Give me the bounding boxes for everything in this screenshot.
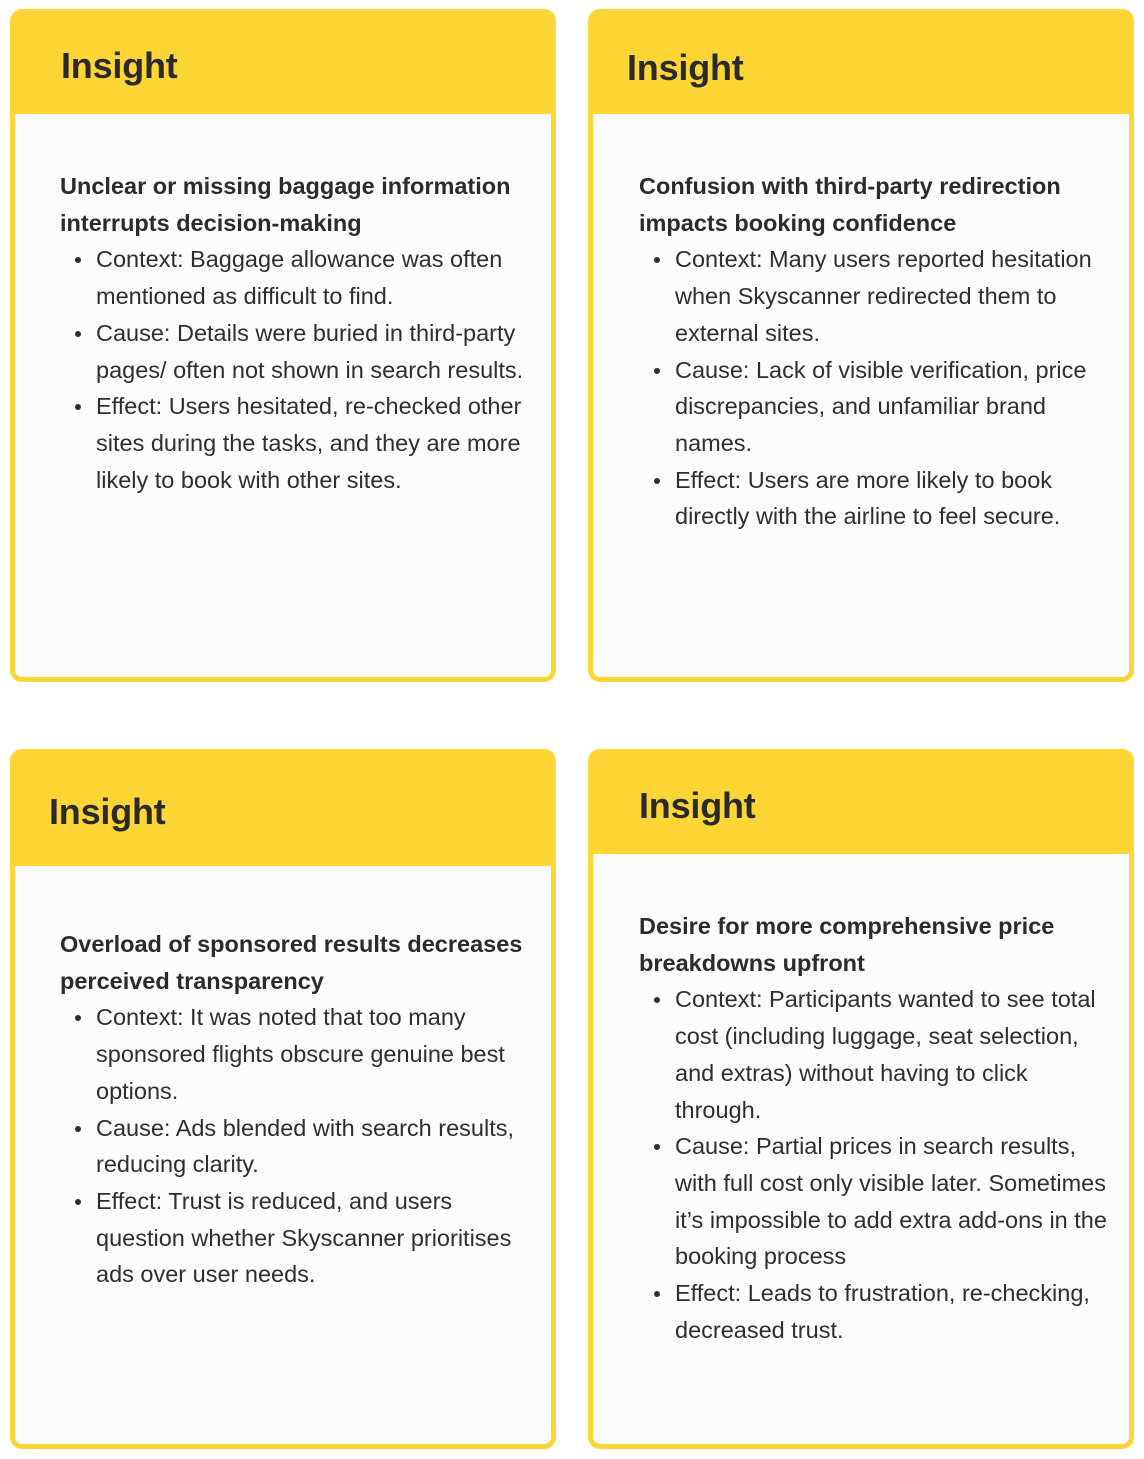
cause-point: Cause: Partial prices in search results, with full cost only visible later. Sometimes it’s impossible to add extra add-ons in the booking process <box>675 1128 1109 1275</box>
card-body <box>639 908 1109 1348</box>
context-point: Context: Baggage allowance was often mentioned as difficult to find. <box>96 241 527 314</box>
card-title: Insight <box>627 47 744 88</box>
card-title: Insight <box>61 45 178 86</box>
insight-points-list <box>639 981 1109 1348</box>
effect-point: Effect: Users hesitated, re-checked other sites during the tasks, and they are more likely to book with other sites. <box>96 388 527 498</box>
insight-headline: Confusion with third-party redirection impacts booking confidence <box>639 173 1061 236</box>
insight-card-redirection <box>588 9 1134 682</box>
card-header <box>15 14 551 114</box>
card-title: Insight <box>49 791 166 832</box>
insight-points-list <box>60 241 527 498</box>
effect-point: Effect: Leads to frustration, re-checking, decreased trust. <box>675 1275 1109 1348</box>
insight-card-price-breakdown <box>588 749 1134 1449</box>
insight-card-sponsored-results <box>10 749 556 1449</box>
card-body <box>60 926 527 1293</box>
card-body <box>60 168 527 498</box>
insight-card-baggage <box>10 9 556 682</box>
cause-point: Cause: Ads blended with search results, reducing clarity. <box>96 1110 527 1183</box>
card-header <box>593 14 1129 114</box>
insight-headline: Unclear or missing baggage information interrupts decision-making <box>60 173 511 236</box>
effect-point: Effect: Trust is reduced, and users question whether Skyscanner prioritises ads over user needs. <box>96 1183 527 1293</box>
card-header <box>593 754 1129 854</box>
card-header <box>15 754 551 866</box>
insight-points-list <box>60 999 527 1293</box>
cause-point: Cause: Details were buried in third-party pages/ often not shown in search results. <box>96 315 527 388</box>
card-title: Insight <box>639 785 756 826</box>
context-point: Context: Many users reported hesitation when Skyscanner redirected them to external sites. <box>675 241 1109 351</box>
card-body <box>639 168 1109 535</box>
cause-point: Cause: Lack of visible verification, price discrepancies, and unfamiliar brand names. <box>675 352 1109 462</box>
context-point: Context: It was noted that too many sponsored flights obscure genuine best options. <box>96 999 527 1109</box>
context-point: Context: Participants wanted to see total cost (including luggage, seat selection, and extras) without having to click through. <box>675 981 1109 1128</box>
insight-headline: Overload of sponsored results decreases perceived transparency <box>60 931 523 994</box>
insight-headline: Desire for more comprehensive price breakdowns upfront <box>639 913 1055 976</box>
insight-points-list <box>639 241 1109 535</box>
effect-point: Effect: Users are more likely to book directly with the airline to feel secure. <box>675 462 1109 535</box>
